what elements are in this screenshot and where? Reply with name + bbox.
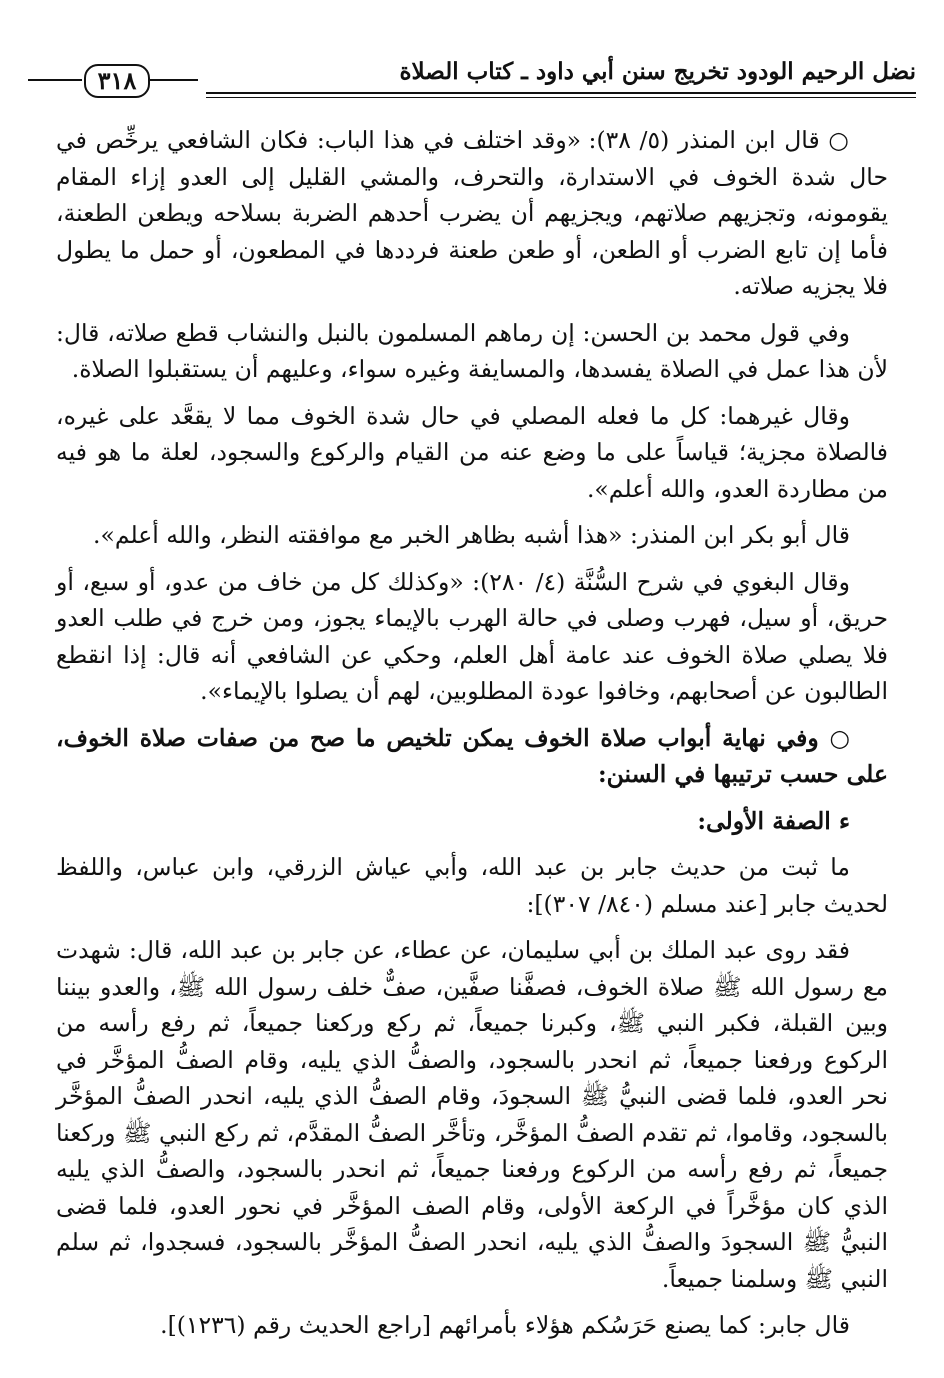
page-body bbox=[56, 122, 888, 1344]
paragraph-ibn-al-mundhir: ○ قال ابن المنذر (٥/ ٣٨): «وقد اختلف في هذا الباب: فكان الشافعي يرخِّص في حال شدة الخوف في الاستدارة، والتحرف، والمشي القليل إلى العدو إزاء المقام يقومونه، وتجزيهم صلاتهم، ويجزيهم أن يضرب أحدهم الضربة بسلاحه ويطعن الطعنة، فأما إن تابع الضرب أو الطعن، أو طعن طعنة فرددها في المطعون، أو حمل ما يطول فلا يجزيه صلاته. bbox=[56, 126, 888, 300]
page-number: ٣١٨ bbox=[84, 64, 150, 98]
paragraph-al-baghawi: وقال البغوي في شرح السُّنَّة (٤/ ٢٨٠): «وكذلك كل من خاف من عدو، أو سبع، أو حريق، أو سيل، فهرب وصلى في حالة الهرب بالإيماء يجوز، ومن خرج في طلب العدو فلا يصلي صلاة الخوف عند عامة أهل العلم، وحكي عن الشافعي أنه قال: إذا انقطع الطالبون عن أصحابهم، وخافوا عودة المطلوبين، لهم أن يصلوا بالإيماء». bbox=[56, 567, 888, 705]
paragraph-others-opinion: وقال غيرهما: كل ما فعله المصلي في حال شدة الخوف مما لا يقعَّد على غيره، فالصلاة مجزية؛ قياساً على ما وضع عنه من القيام والركوع والسجود، لعلة ما هو فيه من مطاردة العدو، والله أعلم». bbox=[56, 401, 888, 503]
paragraph-abu-bakr: قال أبو بكر ابن المنذر: «هذا أشبه بظاهر الخبر مع موافقته النظر، والله أعلم». bbox=[92, 521, 850, 549]
section-heading-first-form: ء الصفة الأولى: bbox=[697, 806, 850, 835]
page-number-ornament bbox=[28, 64, 198, 98]
header-rule-thick bbox=[206, 92, 916, 94]
paragraph-hadith-text: فقد روى عبد الملك بن أبي سليمان، عن عطاء، عن جابر بن عبد الله، قال: شهدت مع رسول الله ﷺ صلاة الخوف، فصفَّنا صفَّين، صفٌّ خلف رسول الله ﷺ، والعدو بيننا وبين القبلة، فكبر النبي ﷺ، وكبرنا جميعاً، ثم ركع وركعنا جميعاً، ثم رفع رأسه من الركوع ورفعنا جميعاً، ثم انحدر بالسجود، والصفُّ الذي يليه، وقام الصفُّ المؤخَّر في نحر العدو، فلما قضى النبيُّ ﷺ السجودَ، وقام الصفُّ الذي يليه، انحدر الصفُّ المؤخَّر بالسجود، وقاموا، ثم تقدم الصفُّ المؤخَّر، وتأخَّر الصفُّ المقدَّم، ثم ركع النبي ﷺ وركعنا جميعاً، ثم رفع رأسه من الركوع ورفعنا جميعاً، ثم انحدر بالسجود، والصفُّ الذي يليه الذي كان مؤخَّراً في الركعة الأولى، وقام الصف المؤخَّر في نحور العدو، فلما قضى النبيُّ ﷺ السجودَ والصفُّ الذي يليه، انحدر الصفُّ المؤخَّر بالسجود، فسجدوا، ثم سلم النبي ﷺ وسلمنا جميعاً. bbox=[56, 936, 888, 1293]
paragraph-hadith-source: ما ثبت من حديث جابر بن عبد الله، وأبي عياش الزرقي، وابن عباس، واللفظ لحديث جابر [عند مسلم (٨٤٠/ ٣٠٧)]: bbox=[56, 853, 888, 918]
paragraph-muhammad-ibn-al-hasan: وفي قول محمد بن الحسن: إن رماهم المسلمون بالنبل والنشاب قطع صلاته، قال: لأن هذا عمل في الصلاة يفسدها، والمسايفة وغيره سواء، وعليهم أن يستقبلوا الصلاة. bbox=[56, 318, 888, 383]
ornament-dash-right bbox=[150, 79, 198, 81]
header-rule-thin bbox=[206, 97, 916, 98]
ornament-dash-left bbox=[28, 79, 82, 81]
paragraph-summary-intro: ○ وفي نهاية أبواب صلاة الخوف يمكن تلخيص ما صح من صفات صلاة الخوف، على حسب ترتيبها في السنن: bbox=[56, 723, 888, 788]
running-title: نضل الرحيم الودود تخريج سنن أبي داود ـ كتاب الصلاة bbox=[399, 58, 916, 85]
page-header bbox=[28, 50, 916, 106]
paragraph-jabir-note: قال جابر: كما يصنع حَرَسُكم هؤلاء بأمرائهم [راجع الحديث رقم (١٢٣٦)]. bbox=[160, 1311, 850, 1339]
